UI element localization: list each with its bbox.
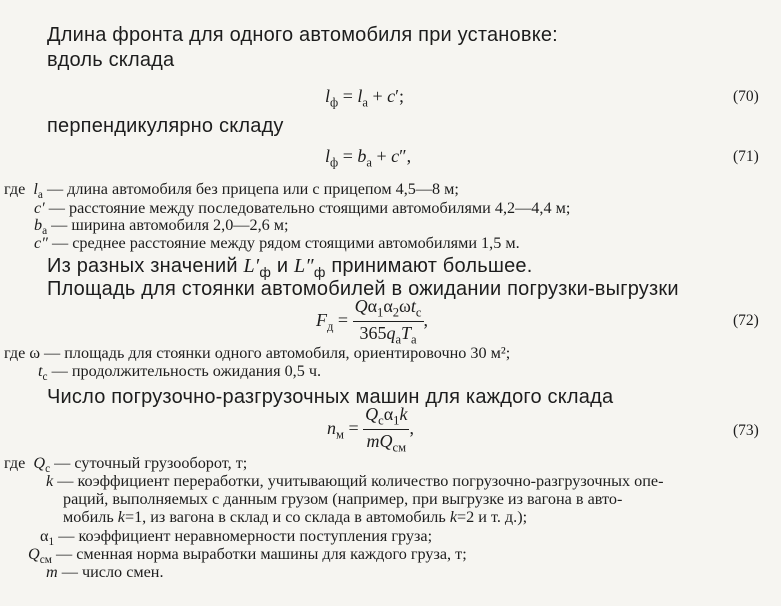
formula-71: $l_ф = b_а + c''$, [325, 146, 412, 170]
formula-73: $n_м$ = $\frac{Q_c\alpha_1k}{mQ_{см}}$ , [327, 404, 414, 455]
where-k-line-1: k — коэффициент переработки, учитывающий количество погрузочно-разгрузочных опе- [46, 472, 664, 490]
where-alpha1-line: $\alpha_1$ — коэффициент неравномерности поступления груза; [40, 527, 433, 549]
perpendicular-label: перпендикулярно складу [47, 115, 284, 137]
c1-definition: — расстояние между последовательно стоящими автомобилями 4,2—4,4 м; [48, 199, 571, 217]
m-definition: — число смен. [61, 563, 164, 581]
where-qc-line: где $Q_c$ — суточный грузооборот, т; [4, 454, 248, 476]
where-k-line-3: мобиль k=1, из вагона в склад и со склада в автомобиль k=2 и т. д.); [63, 508, 528, 526]
front-length-heading: Длина фронта для одного автомобиля при установке: [47, 24, 558, 46]
qc-definition: — суточный грузооборот, т; [54, 454, 248, 472]
where-la-line: где $l_а$ — длина автомобиля без прицепа или с прицепом 4,5—8 м; [4, 180, 459, 202]
la-definition: — длина автомобиля без прицепа или с прицепом 4,5—8 м; [46, 180, 459, 198]
k-line3-part-c: =2 и т. д.); [457, 508, 528, 526]
choose-larger-sentence: Из разных значений $L'_ф$ и $L''_ф$ принимают большее. [47, 255, 533, 280]
equation-number-72: (72) [733, 312, 759, 329]
where-c1-line: c′ — расстояние между последовательно стоящими автомобилями 4,2—4,4 м; [34, 199, 571, 217]
tc-definition: — продолжительность ожидания 0,5 ч. [51, 362, 322, 380]
parking-area-heading: Площадь для стоянки автомобилей в ожидании погрузки-выгрузки [47, 278, 679, 300]
k-line3-part-a: мобиль [63, 508, 118, 526]
equation-number-73: (73) [733, 422, 759, 439]
alpha1-definition: — коэффициент неравномерности поступления груза; [58, 527, 433, 545]
where-qcm-line: $Q_{см}$ — сменная норма выработки машины для каждого груза, т; [28, 545, 467, 567]
equation-number-71: (71) [733, 148, 759, 165]
qcm-definition: — сменная норма выработки машины для каждого груза, т; [55, 545, 467, 563]
where-ba-line: $b_а$ — ширина автомобиля 2,0—2,6 м; [34, 216, 289, 238]
k-line3-part-b: =1, из вагона в склад и со склада в автомобиль [124, 508, 450, 526]
where-c2-line: c″ — среднее расстояние между рядом стоящими автомобилями 1,5 м. [34, 234, 520, 252]
machines-heading: Число погрузочно-разгрузочных машин для каждого склада [47, 386, 614, 408]
where-tc-line: $t_c$ — продолжительность ожидания 0,5 ч. [38, 362, 322, 384]
where-omega-line [4, 344, 510, 363]
where-m-line: m — число смен. [46, 563, 164, 581]
where-prefix: где [4, 180, 26, 198]
where-prefix-2: где [4, 344, 26, 362]
where-prefix-3: где [4, 454, 26, 472]
formula-72: $F_д$ = $\frac{Q\alpha_1\alpha_2\omega t_c}{365q_аT_а}$ , [316, 296, 429, 347]
omega-definition: ω — площадь для стоянки одного автомобиля, ориентировочно 30 м²; [29, 344, 511, 362]
along-warehouse-label: вдоль склада [47, 49, 175, 71]
where-k-line-2: раций, выполняемых с данным грузом (например, при выгрузке из вагона в авто- [63, 490, 623, 508]
formula-70: $l_ф = l_а + c'$; [325, 86, 405, 110]
k-definition-1: — коэффициент переработки, учитывающий количество погрузочно-разгрузочных опе- [57, 472, 664, 490]
equation-number-70: (70) [733, 88, 759, 105]
ba-definition: — ширина автомобиля 2,0—2,6 м; [51, 216, 289, 234]
c2-definition: — среднее расстояние между рядом стоящими автомобилями 1,5 м. [51, 234, 520, 252]
